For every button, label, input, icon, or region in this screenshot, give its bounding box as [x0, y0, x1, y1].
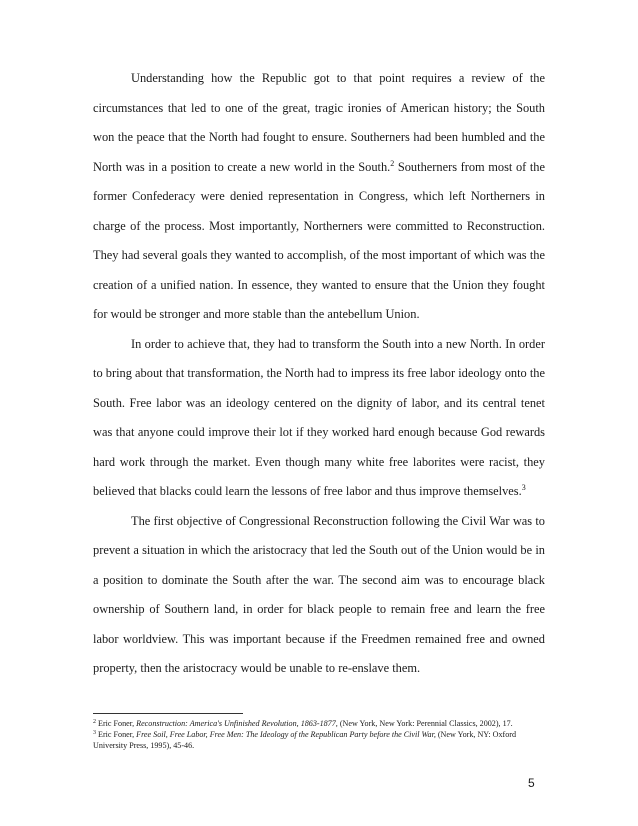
footnote-3-number: 3	[93, 730, 96, 736]
footnote-2	[93, 718, 545, 729]
footnote-3-title: Free Soil, Free Labor, Free Men: The Ideology of the Republican Party before the Civil War,	[136, 730, 436, 739]
footnote-3-post: (New York, NY: Oxford University Press, 1995), 45-46.	[93, 730, 517, 750]
footnote-2-title: Reconstruction: America's Unfinished Revolution, 1863-1877,	[136, 719, 338, 728]
paragraph-3-text: The first objective of Congressional Reconstruction following the Civil War was to prevent a situation in which the aristocracy that led the South out of the Union would be in a position to dominate the South after the war. The second aim was to encourage black ownership of Southern land, in order for black people to remain free and learn the free labor worldview. This was important because if the Freedmen remained free and owned property, then the aristocracy would be unable to re-enslave them.	[93, 513, 545, 675]
paragraph-1-text-cont: Southerners from most of the former Confederacy were denied representation in Congress, which left Northerners in charge of the process. Most importantly, Northerners were committed to Reconstruction. They had several goals they wanted to accomplish, of the most important of which was the creation of a unified nation. In essence, they wanted to ensure that the Union they fought for would be stronger and more stable than the antebellum Union.	[93, 159, 545, 321]
paragraph-1-text: Understanding how the Republic got to that point requires a review of the circumstances that led to one of the great, tragic ironies of American history; the South won the peace that the North had fought to ensure. Southerners had been humbled and the North was in a position to create a new world in the South.	[93, 71, 545, 174]
footnotes	[93, 718, 545, 751]
paragraph-1	[93, 64, 545, 330]
footnote-2-post: (New York, New York: Perennial Classics, 2002), 17.	[337, 719, 513, 728]
footnote-2-pre: Eric Foner,	[96, 719, 137, 728]
footnote-2-number: 2	[93, 719, 96, 725]
paragraph-3	[93, 507, 545, 684]
paragraph-2	[93, 330, 545, 507]
paragraph-2-text: In order to achieve that, they had to transform the South into a new North. In order to bring about that transformation, the North had to impress its free labor ideology onto the South. Free labor was an ideology centered on the dignity of labor, and its central tenet was that anyone could improve their lot if they worked hard enough because God rewards hard work through the market. Even though many white free laborites were racist, they believed that blacks could learn the lessons of free labor and thus improve themselves.	[93, 336, 545, 498]
footnote-ref-3: 3	[521, 483, 526, 492]
footnote-3-pre: Eric Foner,	[96, 730, 137, 739]
page-number: 5	[528, 776, 535, 790]
footnote-separator	[93, 713, 243, 714]
footnote-3	[93, 729, 545, 751]
body-text	[93, 64, 545, 684]
footnote-ref-2: 2	[390, 158, 395, 168]
